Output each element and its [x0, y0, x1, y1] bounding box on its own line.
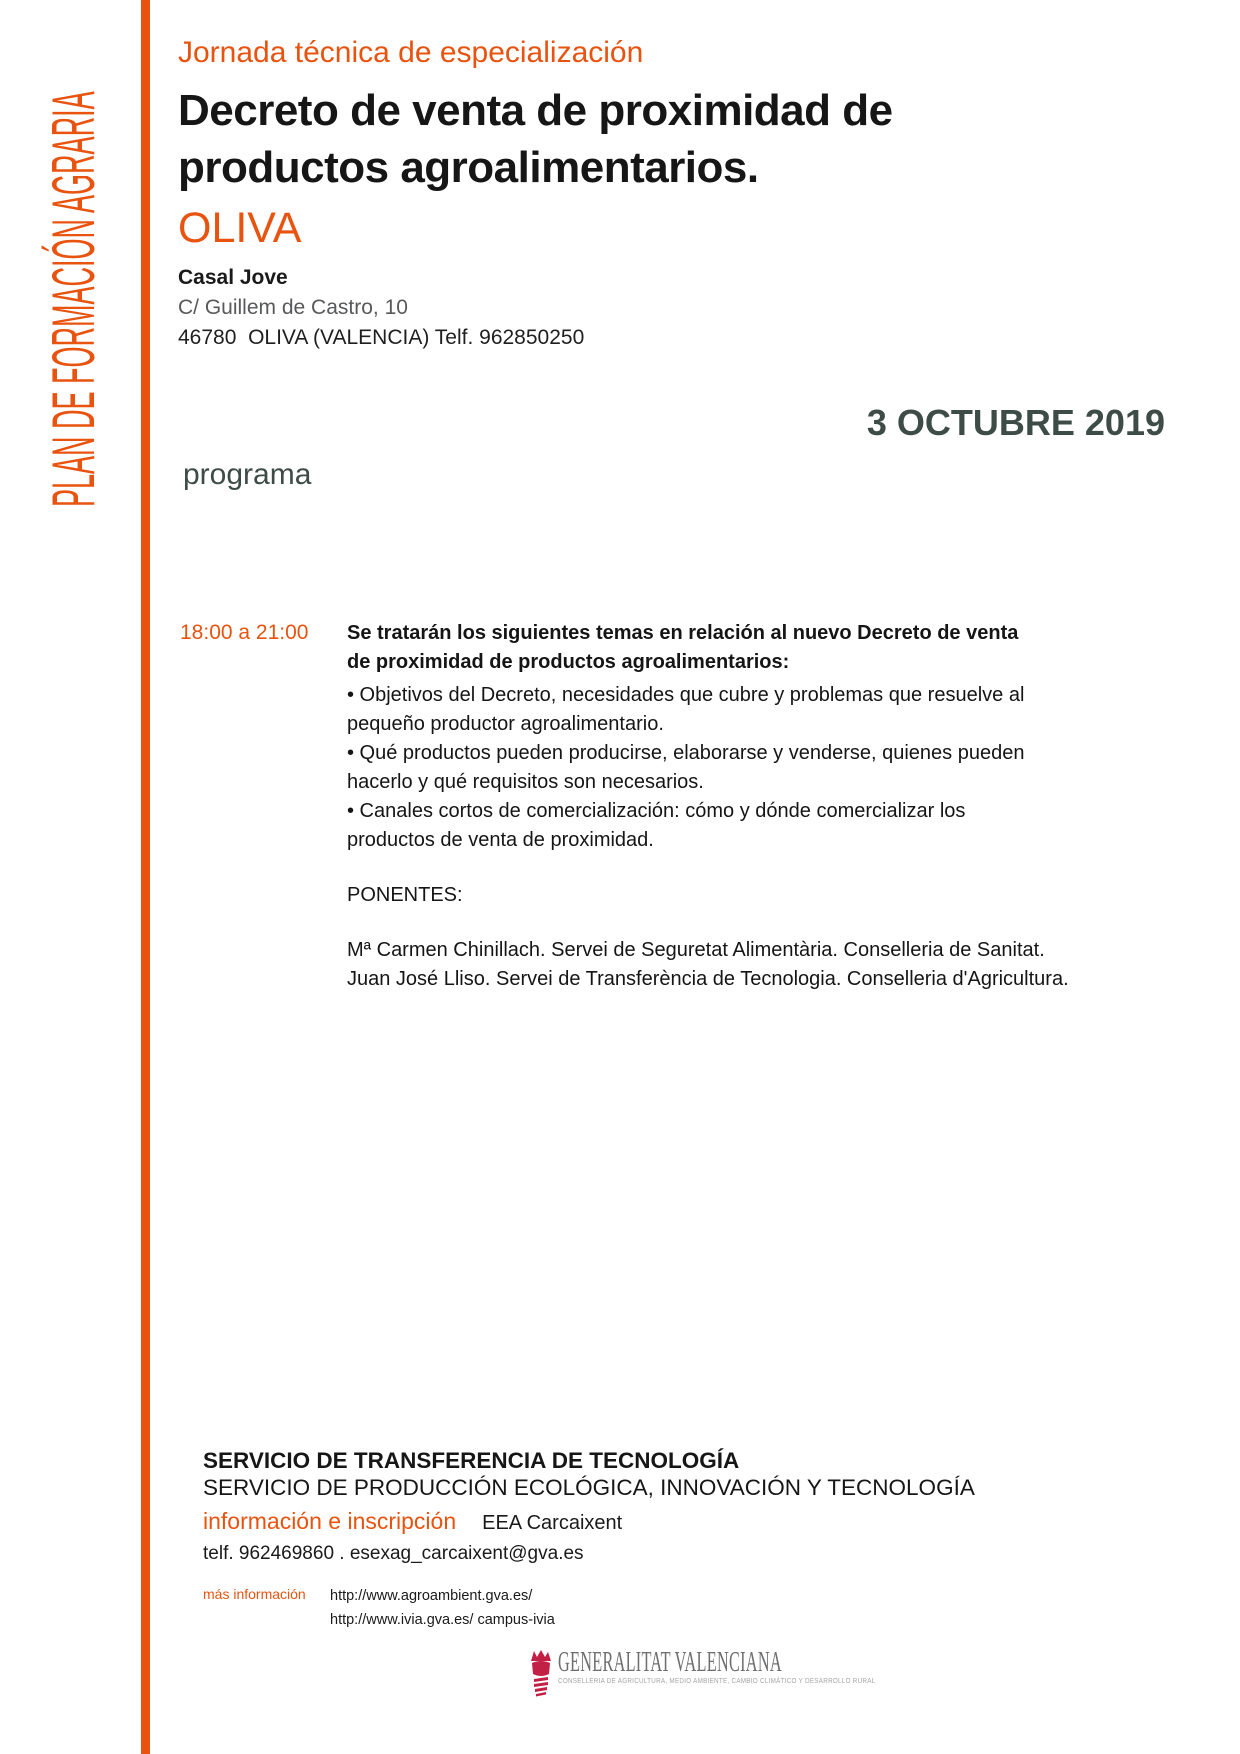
event-kicker: Jornada técnica de especialización	[178, 36, 644, 69]
schedule-time: 18:00 a 21:00	[180, 621, 309, 644]
venue-name: Casal Jove	[178, 266, 288, 289]
logo-subtitle: CONSELLERIA DE AGRICULTURA, MEDIO AMBIENTE, CAMBIO CLIMÁTICO Y DESARROLLO RURAL	[558, 1678, 876, 1685]
link-agroambient[interactable]: http://www.agroambient.gva.es/	[330, 1588, 533, 1604]
logo-title: GENERALITAT VALENCIANA	[558, 1647, 782, 1678]
schedule-content	[347, 619, 1069, 994]
event-title: Decreto de venta de proximidad de productos agroalimentarios.	[178, 86, 893, 192]
info-registration-row	[203, 1508, 622, 1535]
info-registration-label: información e inscripción	[203, 1508, 457, 1534]
link-ivia[interactable]: http://www.ivia.gva.es/ campus-ivia	[330, 1612, 555, 1628]
schedule-bullet: • Qué productos pueden producirse, elaborarse y venderse, quienes pueden hacerlo y qué requisitos son necesarios.	[347, 742, 1025, 793]
speakers-heading: PONENTES:	[347, 884, 463, 906]
generalitat-valenciana-emblem-icon	[529, 1648, 553, 1703]
schedule-bullet: • Canales cortos de comercialización: cómo y dónde comercializar los productos de venta de proximidad.	[347, 800, 966, 851]
venue-street: C/ Guillem de Castro, 10	[178, 296, 408, 319]
more-info-label: más información	[203, 1586, 306, 1602]
schedule-intro: Se tratarán los siguientes temas en relación al nuevo Decreto de venta de proximidad de productos agroalimentarios:	[347, 622, 1019, 673]
event-date: 3 OCTUBRE 2019	[866, 402, 1165, 443]
schedule-bullet: • Objetivos del Decreto, necesidades que cubre y problemas que resuelve al pequeño productor agroalimentario.	[347, 684, 1025, 735]
program-heading: programa	[183, 458, 312, 491]
more-info-links	[330, 1584, 555, 1632]
left-accent-bar	[141, 0, 150, 1754]
speaker-line: Mª Carmen Chinillach. Servei de Seguretat Alimentària. Conselleria de Sanitat.	[347, 939, 1045, 961]
sidebar-vertical-title: PLAN DE FORMACIÓN AGRARIA	[40, 91, 107, 507]
contact-line: telf. 962469860 . esexag_carcaixent@gva.es	[203, 1543, 584, 1564]
generalitat-valenciana-logo	[529, 1648, 944, 1703]
info-registration-value: EEA Carcaixent	[482, 1512, 623, 1534]
event-city: OLIVA	[178, 204, 302, 252]
service-line-primary: SERVICIO DE TRANSFERENCIA DE TECNOLOGÍA	[203, 1448, 740, 1473]
venue-city-line: 46780 OLIVA (VALENCIA) Telf. 962850250	[178, 326, 585, 349]
service-line-secondary: SERVICIO DE PRODUCCIÓN ECOLÓGICA, INNOVACIÓN Y TECNOLOGÍA	[203, 1475, 975, 1500]
speaker-line: Juan José Lliso. Servei de Transferència de Tecnologia. Conselleria d'Agricultura.	[347, 968, 1069, 990]
